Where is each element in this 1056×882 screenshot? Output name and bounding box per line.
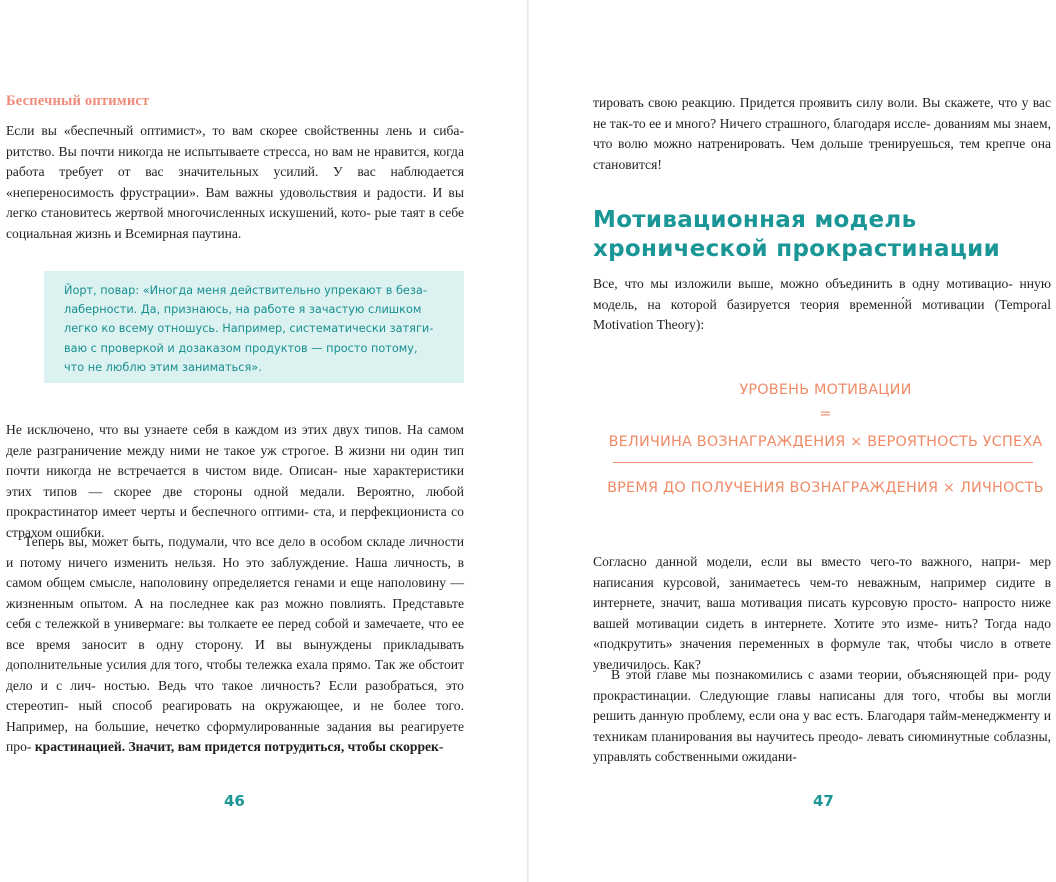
- title-line: хронической прокрастинации: [593, 236, 1000, 262]
- subheading-carefree-optimist: Беспечный оптимист: [6, 93, 150, 109]
- text-line: вы могли решить данную проблему, если она у вас есть. Благодаря: [593, 687, 1051, 723]
- quote-box: [44, 271, 464, 383]
- text-line: ритство. Вы почти никогда не испытываете стресса, но вам не нравится,: [6, 143, 430, 159]
- text-line: для того, чтобы тележка ехала прямо. Так же обстоит дело и с лич-: [6, 657, 464, 693]
- paragraph-chapter-summary: [593, 665, 1051, 768]
- text-line: Если вы «беспечный оптимист», то вам скорее свойственны лень и сиба-: [6, 123, 464, 138]
- paragraph-model-explained: [593, 552, 1051, 675]
- section-title: [593, 206, 1000, 264]
- text-line: сторону. И вы вынуждены прикладывать дополнительные усилия: [6, 636, 464, 672]
- text-line: ный способ реагировать на окружающее, и не более того. Например,: [6, 698, 464, 734]
- page-number-right: 47: [813, 792, 834, 810]
- formula-numerator: ВЕЛИЧИНА ВОЗНАГРАЖДЕНИЯ × ВЕРОЯТНОСТЬ УСПЕХА: [608, 434, 1043, 450]
- formula-fraction-line: [613, 462, 1033, 463]
- left-page: [0, 0, 527, 882]
- text-line: «непереносимость фрустрации». Вам важны удовольствия и радости.: [6, 184, 427, 200]
- text-line: когда работа требует от вас значительных усилий. У вас наблюдается: [6, 143, 465, 179]
- paragraph-personality: [6, 532, 464, 758]
- formula-denominator: ВРЕМЯ ДО ПОЛУЧЕНИЯ ВОЗНАГРАЖДЕНИЯ × ЛИЧНОСТЬ: [607, 480, 1044, 496]
- text-line: (Temporal Motivation Theory):: [593, 296, 1051, 332]
- text-line: чтобы число в ответе увеличилось. Как?: [593, 636, 1051, 672]
- text-line: Согласно данной модели, если вы вместо чего-то важного, напри-: [593, 554, 1021, 569]
- text-line-bold: крастинацией. Значит, вам придется потрудиться, чтобы скоррек-: [34, 739, 444, 754]
- text-line: нить? Тогда надо «подкрутить» значения переменных в формуле так,: [593, 615, 1051, 651]
- paragraph-model-intro: [593, 274, 1051, 336]
- text-line: левать сиюминутные соблазны, управлять собственными ожидани-: [593, 728, 1051, 764]
- text-line: толкаете ее перед собой и замечаете, что ее все время заносит в одну: [6, 616, 464, 652]
- text-line: мер написания курсовой, занимаетесь чем-то неважным, например: [593, 554, 1051, 590]
- motivation-formula: [593, 370, 1056, 520]
- quote-line: что не люблю этим заниматься».: [64, 360, 262, 374]
- title-line: Мотивационная модель: [593, 207, 917, 233]
- text-line: роду прокрастинации. Следующие главы написаны для того, чтобы: [593, 667, 1051, 703]
- text-line: тировать свою реакцию. Придется проявить силу воли. Вы скажете,: [593, 95, 994, 110]
- text-line: Теперь вы, может быть, подумали, что все дело в особом складе: [24, 534, 406, 549]
- text-line: самом деле разграничение между ними не такое уж строгое. В жизни: [6, 422, 464, 458]
- page-number-left: 46: [224, 792, 245, 810]
- text-line: В этой главе мы познакомились с азами теории, объясняющей при-: [611, 667, 1019, 682]
- text-line: дованиям мы знаем, что волю можно натренировать. Чем дольше: [593, 115, 1051, 151]
- text-line: Наша личность, в самом общем смысле, наполовину определяется: [6, 554, 464, 590]
- text-line: ни один тип почти никогда не встречается в чистом виде. Описан-: [6, 442, 464, 478]
- paragraph-optimist: [6, 121, 464, 244]
- text-line: раз можно повлиять. Представьте себя с тележкой в универмаге: вы: [6, 595, 465, 631]
- quote-text: [64, 281, 444, 377]
- right-page: [529, 0, 1056, 882]
- text-line: генами и еще наполовину — жизненным опытом. А на последнее как: [6, 575, 465, 611]
- formula-equals-sign: =: [819, 406, 832, 422]
- text-line: ста, и перфекциониста со страхом ошибки.: [6, 504, 464, 540]
- text-line: ностью. Ведь что такое личность? Если разобраться, это стереотип-: [6, 677, 464, 713]
- paragraph-both-types: [6, 420, 464, 543]
- quote-line: ваю с проверкой и дозаказом продуктов — просто потому,: [64, 341, 418, 355]
- text-line: Вероятно, любой прокрастинатор имеет черты и беспечного оптими-: [6, 483, 464, 519]
- formula-result: УРОВЕНЬ МОТИВАЦИИ: [739, 382, 912, 398]
- text-line: напросто ниже вашей мотивации сидеть в интернете. Хотите это изме-: [593, 595, 1051, 631]
- text-line: сидите в интернете, значит, ваша мотивация писать курсовую просто-: [593, 574, 1051, 610]
- text-line: нную модель, на которой базируется теория временно́й мотивации: [593, 276, 1051, 312]
- text-line: Не исключено, что вы узнаете себя в каждом из этих двух типов. На: [6, 422, 423, 437]
- quote-line: легко ко всему отношусь. Например, систематически затяги-: [64, 322, 434, 336]
- text-line: И вы легко становитесь жертвой многочисленных искушений, кото-: [6, 184, 464, 220]
- text-line: тренируешься, тем крепче она становится!: [593, 136, 1051, 172]
- quote-line: лаберности. Да, признаюсь, на работе я зачастую слишком: [64, 303, 422, 317]
- text-line: тайм-менеджменту и техникам планирования вы научитесь преодо-: [593, 708, 1052, 744]
- text-line: Все, что мы изложили выше, можно объединить в одну мотивацио-: [593, 276, 1013, 291]
- text-line: ные характеристики этих типов — скорее две стороны одной медали.: [6, 463, 465, 499]
- paragraph-willpower: [593, 93, 1051, 175]
- quote-line: Йорт, повар: «Иногда меня действительно упрекают в беза-: [64, 284, 427, 297]
- text-line: личности и потому ничего изменить нельзя. Но это заблуждение.: [6, 534, 464, 570]
- text-line: на большие, нечетко сформулированные задания вы реагируете про-: [6, 718, 464, 754]
- text-line: рые таят в себе социальная жизнь и Всемирная паутина.: [6, 205, 464, 241]
- text-line: что у вас не так-то ее и много? Ничего страшного, благодаря иссле-: [593, 95, 1051, 131]
